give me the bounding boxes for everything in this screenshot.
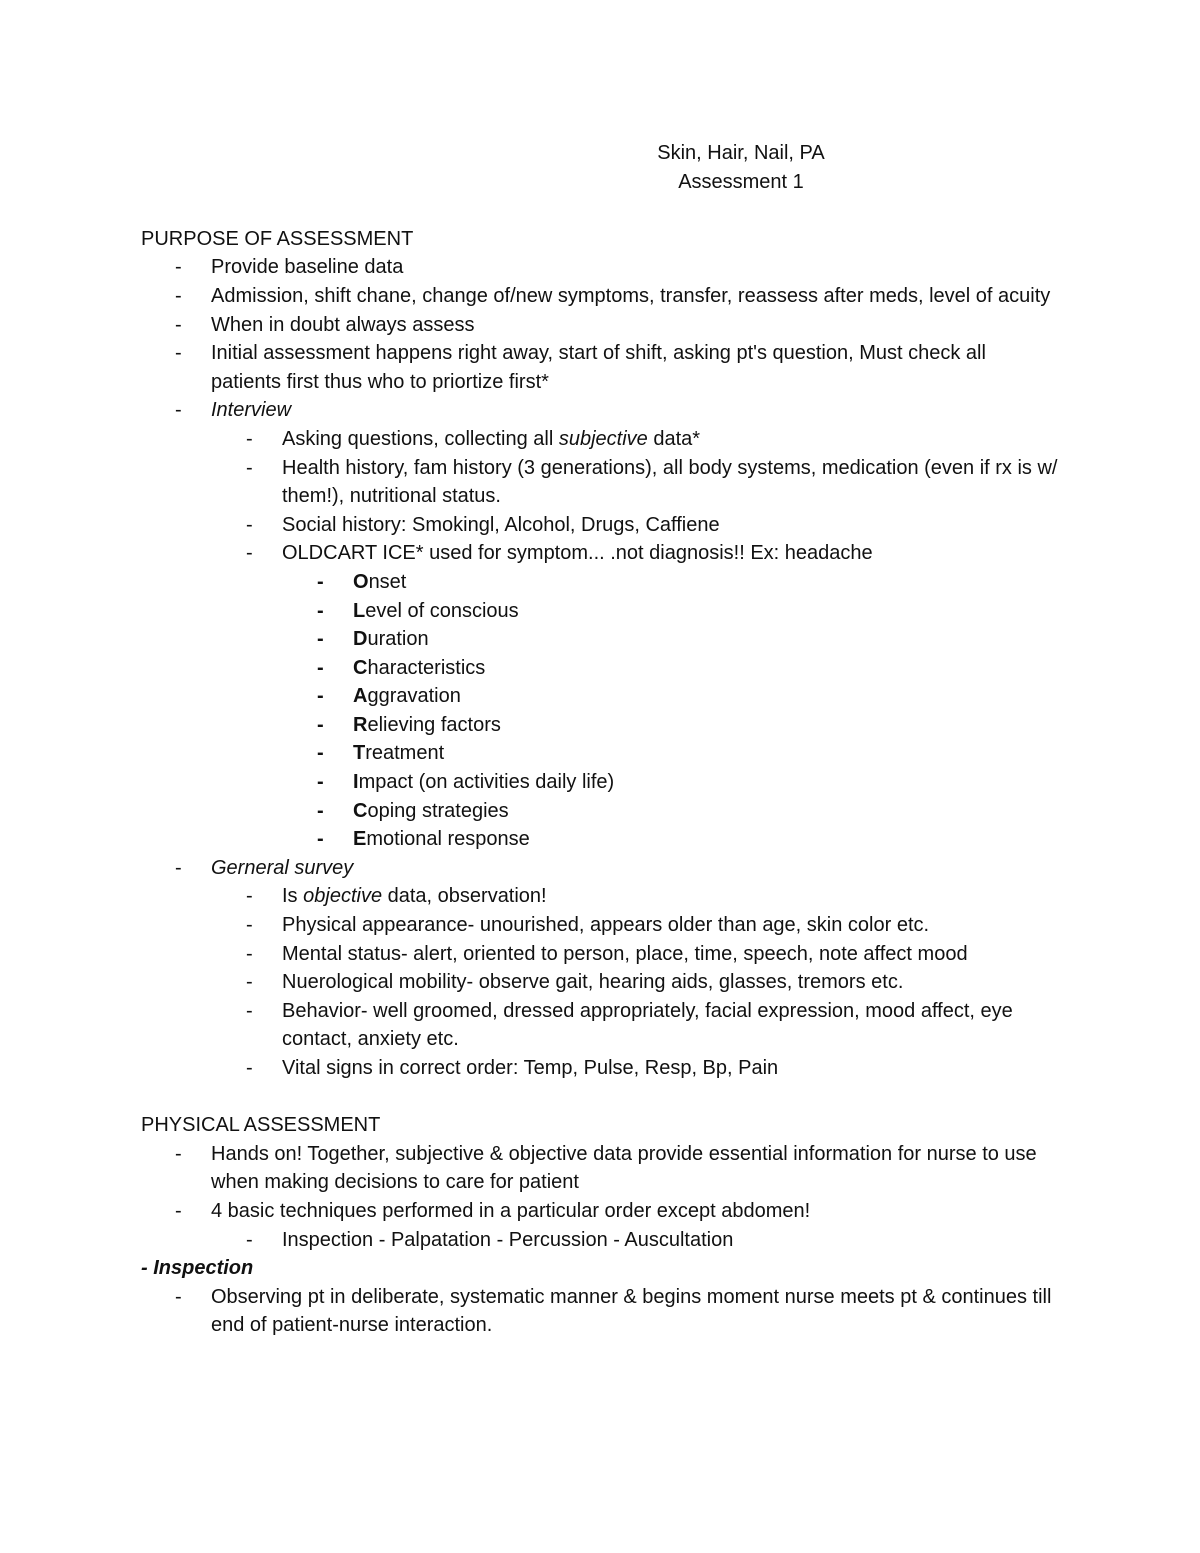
bullet-dash: - xyxy=(175,399,182,422)
purpose-heading: PURPOSE OF ASSESSMENT xyxy=(141,227,414,250)
oldcart-item: - Treatment xyxy=(317,742,445,765)
list-item: - Mental status- alert, oriented to person, place, time, speech, note affect mood xyxy=(211,940,1061,969)
list-item: - 4 basic techniques performed in a particular order except abdomen! xyxy=(141,1197,1061,1226)
list-item: - When in doubt always assess xyxy=(141,311,1061,340)
list-item: - Nuerological mobility- observe gait, hearing aids, glasses, tremors etc. xyxy=(211,968,1061,997)
list-item: - Is objective data, observation! xyxy=(211,882,1061,911)
list-item: - Vital signs in correct order: Temp, Pulse, Resp, Bp, Pain xyxy=(211,1054,1061,1083)
spacer xyxy=(141,1083,1061,1112)
oldcart-item: - Emotional response xyxy=(317,828,530,851)
inspection-heading: - Inspection xyxy=(141,1257,254,1280)
list-item: - Behavior- well groomed, dressed appropriately, facial expression, mood affect, eye contact, anxiety etc. xyxy=(211,997,1061,1054)
bullet-dash: - xyxy=(246,427,253,450)
bullet-dash: - xyxy=(175,256,182,279)
physical-heading: PHYSICAL ASSESSMENT xyxy=(141,1114,381,1137)
bullet-dash: - xyxy=(246,999,253,1022)
oldcart-item: - Level of conscious xyxy=(317,599,519,622)
list-item: - Admission, shift chane, change of/new symptoms, transfer, reassess after meds, level of acuity xyxy=(141,282,1061,311)
list-item: - Inspection - Palpatation - Percussion - Auscultation xyxy=(211,1226,1061,1255)
bullet-dash: - xyxy=(246,1057,253,1079)
oldcart-item: - Duration xyxy=(317,628,429,651)
list-item: - OLDCART ICE* used for symptom... .not diagnosis!! Ex: headache xyxy=(211,539,1061,568)
oldcart-item: - Onset xyxy=(317,570,407,593)
bullet-dash: - xyxy=(246,542,253,565)
survey-item xyxy=(141,854,1061,883)
bullet-dash: - xyxy=(246,456,253,479)
bullet-dash: - xyxy=(246,885,253,908)
bullet-dash: - xyxy=(175,856,182,879)
bullet-dash: - xyxy=(246,513,253,536)
list-item: - Health history, fam history (3 generations), all body systems, medication (even if rx is w/ them!), nutritional status. xyxy=(211,454,1061,511)
list-item: - Physical appearance- unourished, appears older than age, skin color etc. xyxy=(211,911,1061,940)
list-item: - Initial assessment happens right away, start of shift, asking pt's question, Must check all patients first thus who to priortize first* xyxy=(141,339,1061,396)
doc-subtitle: Assessment 1 xyxy=(678,170,804,193)
bullet-dash: - xyxy=(246,971,253,994)
list-item: - Asking questions, collecting all subjective data* xyxy=(211,425,1061,454)
bullet-dash: - xyxy=(175,1142,182,1165)
bullet-dash: - xyxy=(175,1199,182,1222)
list-item: - Observing pt in deliberate, systematic manner & begins moment nurse meets pt & continues till end of patient-nurse interaction. xyxy=(141,1283,1061,1340)
interview-item xyxy=(141,396,1061,425)
spacer xyxy=(141,196,1061,225)
bullet-dash: - xyxy=(246,914,253,937)
list-item: - Provide baseline data xyxy=(141,253,1061,282)
document-content xyxy=(141,139,1061,1340)
oldcart-item: - Characteristics xyxy=(317,656,486,679)
bullet-dash: - xyxy=(246,1228,253,1251)
list-item: - Social history: Smokingl, Alcohol, Drugs, Caffiene xyxy=(211,511,1061,540)
oldcart-item: - Coping strategies xyxy=(317,799,509,822)
survey-label: Gerneral survey xyxy=(211,856,354,879)
bullet-dash: - xyxy=(175,1285,182,1308)
oldcart-item: - Impact (on activities daily life) xyxy=(317,771,615,794)
bullet-dash: - xyxy=(175,284,182,307)
oldcart-item: - Relieving factors xyxy=(317,713,501,736)
bullet-dash: - xyxy=(175,313,182,336)
list-item: - Hands on! Together, subjective & objective data provide essential information for nurse to use when making decisions to care for patient xyxy=(141,1140,1061,1197)
interview-label: Interview xyxy=(211,399,292,422)
doc-title: Skin, Hair, Nail, PA xyxy=(657,142,825,164)
bullet-dash: - xyxy=(175,342,182,365)
bullet-dash: - xyxy=(246,942,253,965)
oldcart-item: - Aggravation xyxy=(317,685,461,708)
